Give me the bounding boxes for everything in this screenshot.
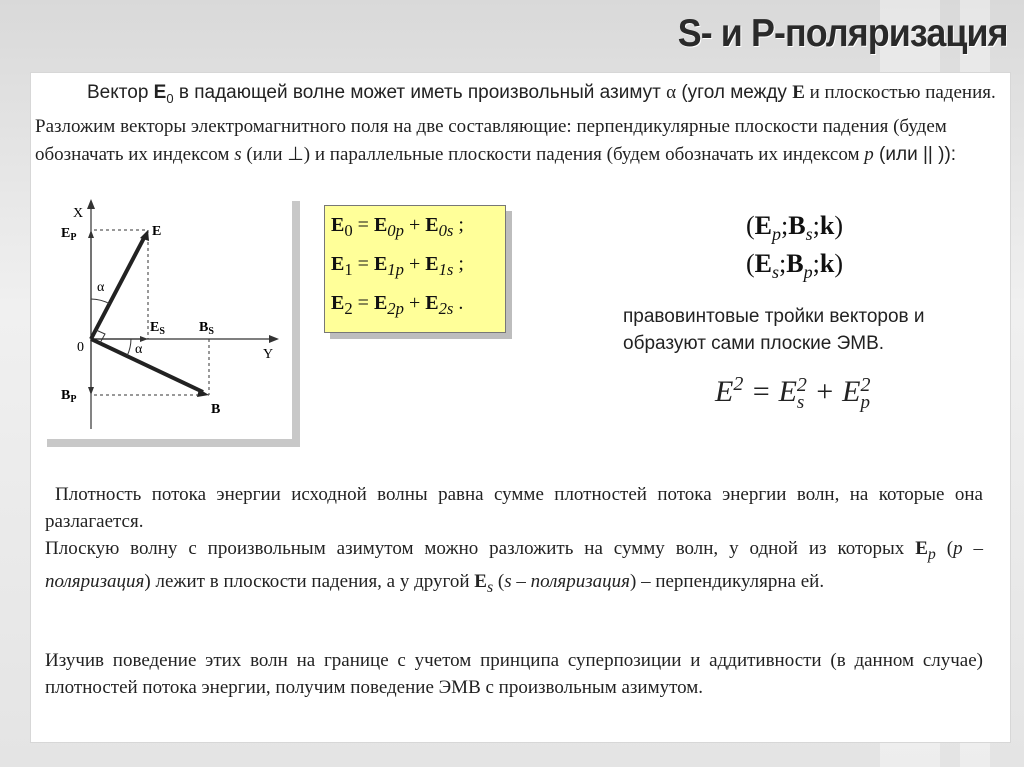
alpha-arc-bottom (127, 339, 131, 356)
ep-arrow-icon (88, 230, 94, 238)
intro-paragraph: Вектор $E_0$ в падающей волне может иметь произвольный азимут α (угол между E и плоскостью падения. Разложим векторы электромагнитного поля на две составляющие: перпендикулярные плоскости падения (будем обозначать их индексом s (или ⊥) и параллельные плоскости падения (будем обозначать их индексом p (или || )): (35, 82, 996, 165)
b-label: B (211, 402, 221, 417)
es-label: $E_S$ (150, 320, 165, 337)
bs-label: $B_S$ (199, 320, 214, 337)
vector-diagram (39, 193, 292, 439)
ep-label: $E_P$ (61, 226, 77, 243)
body-paragraph-2: Плоскую волну с произвольным азимутом можно разложить на сумму волн, у одной из которых $E_p$ (p – поляризация) лежит в плоскости падения, а у другой $E_s$ (s – поляризация) – перпендикулярна ей. (45, 538, 983, 596)
triples-note: правовинтовые тройки векторов и образуют сами плоские ЭМВ. (623, 306, 925, 354)
equation-e2: $E_2 = E_{2p} + E_{2s}$ . (331, 292, 464, 318)
origin-label: 0 (77, 340, 84, 355)
e-label: E (152, 224, 162, 239)
bp-label: $B_P$ (61, 388, 77, 405)
y-axis-arrow-icon (269, 335, 279, 343)
vector-triple-2: $(E_s;B_p;k)$ (746, 249, 843, 283)
energy-formula: $E^2 = E$ 2 s + E 2 p (715, 373, 871, 414)
slide-title: S- и P-поляризация (678, 12, 1008, 55)
vector-triple-1: $(E_p;B_s;k)$ (746, 211, 843, 245)
axis-x-label: X (73, 206, 84, 221)
b-vector (91, 339, 203, 392)
equations-box (324, 205, 506, 333)
alpha-arc-top (91, 299, 110, 304)
slide-content (30, 72, 1011, 743)
body-paragraph-3: Изучив поведение этих волн на границе с учетом принципа суперпозиции и аддитивности (в данном случае) плотностей потока энергии, получим поведение ЭМВ с произвольным азимутом. (45, 650, 983, 698)
vector-diagram-svg (39, 193, 292, 439)
x-axis-arrow-icon (87, 199, 95, 209)
equation-e0: $E_0 = E_{0p} + E_{0s}$ ; (331, 214, 464, 240)
equation-e1: $E_1 = E_{1p} + E_{1s}$ ; (331, 253, 464, 279)
alpha-label-bottom: α (135, 342, 143, 357)
alpha-label-top: α (97, 280, 105, 295)
body-paragraph-1: Плотность потока энергии исходной волны равна сумме плотностей потока энергии волн, на которые она разлагается. (45, 484, 983, 532)
axis-y-label: Y (263, 347, 274, 362)
bp-arrow-icon (88, 387, 94, 395)
